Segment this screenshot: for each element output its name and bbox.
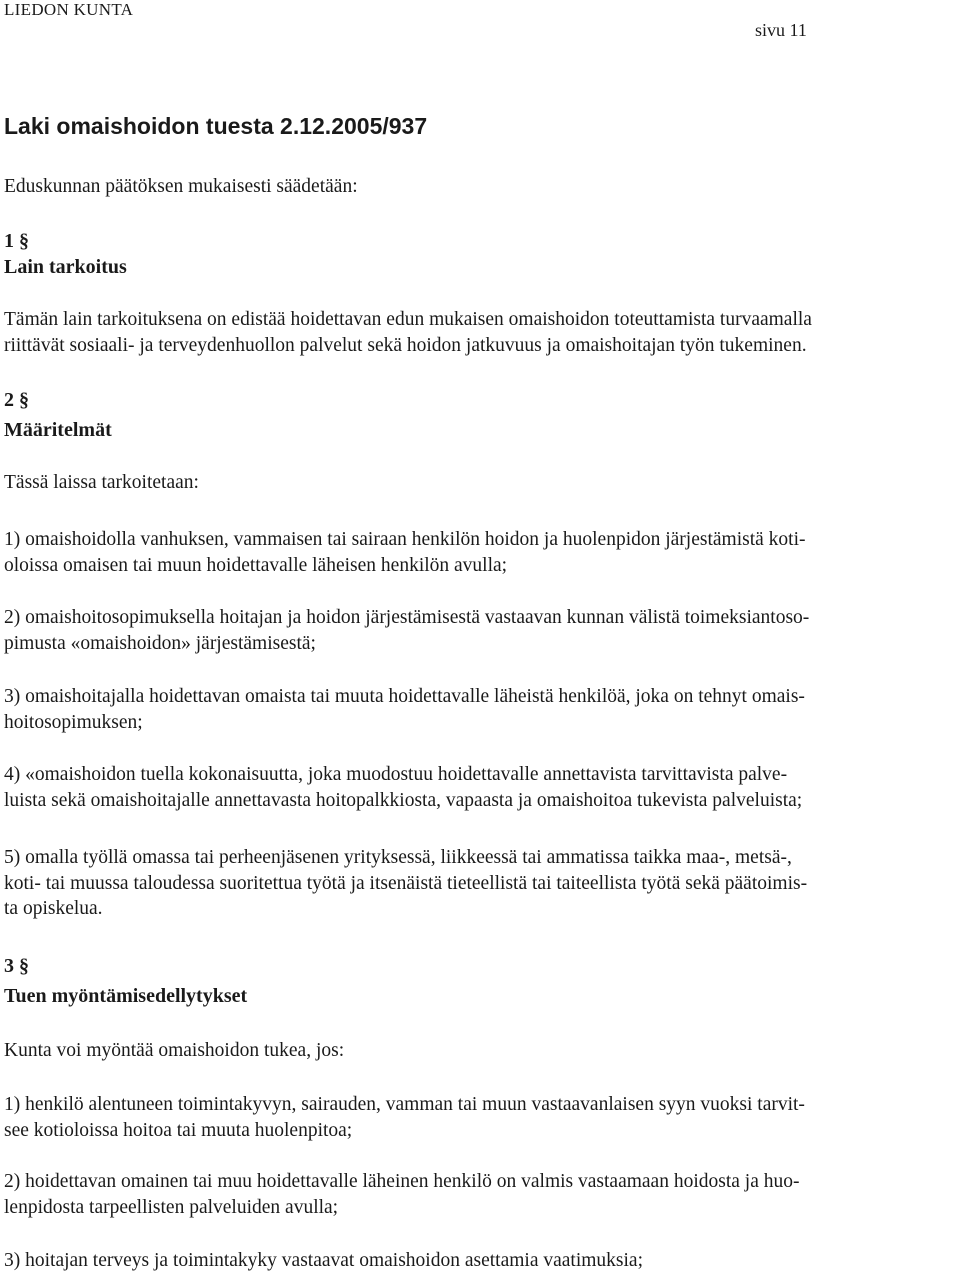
text-line: ta opiskelua. <box>4 898 103 919</box>
text-line: 3) omaishoitajalla hoidettavan omaista tai muuta hoidettavalle läheistä henkilöä, joka on tehnyt omais- <box>4 686 805 707</box>
text-line: lenpidosta tarpeellisten palveluiden avulla; <box>4 1196 339 1218</box>
text-line: Tämän lain tarkoituksena on edistää hoidettavan edun mukaisen omaishoidon toteuttamista turvaamalla <box>4 309 812 330</box>
list-item <box>4 1092 960 1143</box>
section-3-number: 3 § <box>4 955 29 977</box>
text-line: hoitosopimuksen; <box>4 711 143 733</box>
section-1-title: Lain tarkoitus <box>4 256 127 278</box>
list-item <box>4 845 960 922</box>
list-item <box>4 605 960 656</box>
list-item <box>4 1169 960 1220</box>
list-item <box>4 527 960 578</box>
text-line: oloissa omaisen tai muun hoidettavalle läheisen henkilön avulla; <box>4 554 508 576</box>
section-3-lead: Kunta voi myöntää omaishoidon tukea, jos: <box>4 1040 345 1061</box>
text-line: riittävät sosiaali- ja terveydenhuollon palvelut sekä hoidon jatkuvuus ja omaishoitajan työn tukeminen. <box>4 334 807 356</box>
text-line: 1) henkilö alentuneen toimintakyvyn, sairauden, vamman tai muun vastaavanlaisen syyn vuoksi tarvit- <box>4 1094 805 1115</box>
text-line: 5) omalla työllä omassa tai perheenjäsenen yrityksessä, liikkeessä tai ammatissa taikka maa-, metsä-, <box>4 847 792 868</box>
section-3-title: Tuen myöntämisedellytykset <box>4 985 248 1007</box>
text-line: 4) «omaishoidon tuella kokonaisuutta, joka muodostuu hoidettavalle annettavista tarvittavista palve- <box>4 764 788 785</box>
text-line: see kotioloissa hoitoa tai muuta huolenpitoa; <box>4 1119 353 1141</box>
list-item <box>4 762 960 813</box>
section-1-number: 1 § <box>4 230 29 252</box>
section-2-lead: Tässä laissa tarkoitetaan: <box>4 472 199 493</box>
text-line: pimusta «omaishoidon» järjestämisestä; <box>4 632 316 654</box>
text-line: 2) hoidettavan omainen tai muu hoidettavalle läheinen henkilö on valmis vastaamaan hoidosta ja huo- <box>4 1171 800 1192</box>
section-1-text <box>4 307 960 358</box>
document-title: Laki omaishoidon tuesta 2.12.2005/937 <box>4 113 428 139</box>
municipality-header: LIEDON KUNTA <box>4 0 134 19</box>
list-item <box>4 1248 960 1274</box>
text-line: 2) omaishoitosopimuksella hoitajan ja hoidon järjestämisestä vastaavan kunnan välistä toimeksiantoso- <box>4 607 810 628</box>
page-number: sivu 11 <box>755 20 807 40</box>
intro-text: Eduskunnan päätöksen mukaisesti säädetään: <box>4 176 358 197</box>
text-line: 1) omaishoidolla vanhuksen, vammaisen tai sairaan henkilön hoidon ja huolenpidon järjestämistä koti- <box>4 529 806 550</box>
list-item <box>4 684 960 735</box>
section-2-title: Määritelmät <box>4 419 112 441</box>
section-2-number: 2 § <box>4 389 29 411</box>
text-line: luista sekä omaishoitajalle annettavasta hoitopalkkiosta, vapaasta ja omaishoitoa tukevista palveluista; <box>4 789 803 811</box>
text-line: 3) hoitajan terveys ja toimintakyky vastaavat omaishoidon asettamia vaatimuksia; <box>4 1250 643 1271</box>
text-line: koti- tai muussa taloudessa suoritettua työtä ja itsenäistä tieteellistä tai taiteellista työtä sekä päätoimis- <box>4 872 808 894</box>
